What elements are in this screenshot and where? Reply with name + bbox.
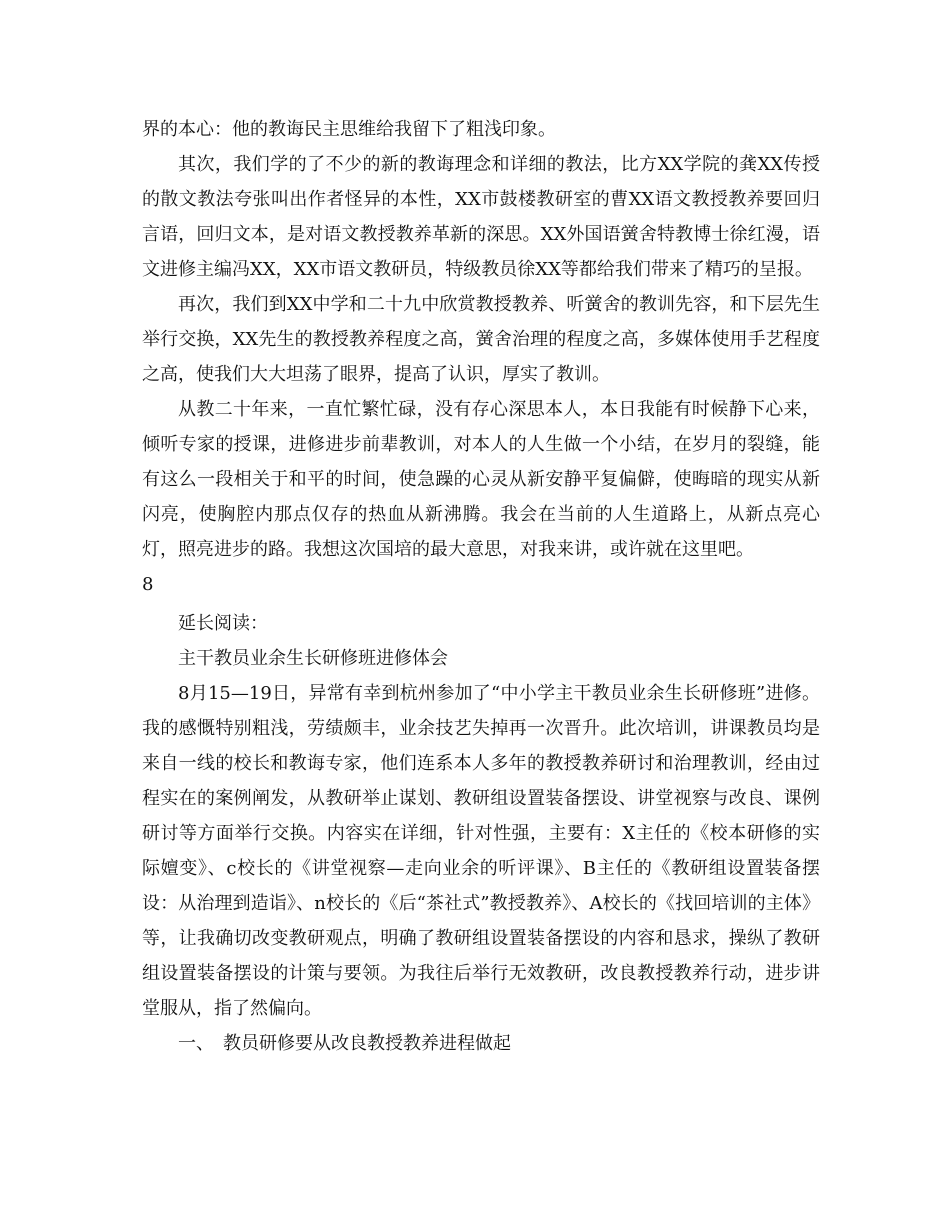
section-heading: 一、 教员研修要从改良教授教养进程做起 [178, 1033, 511, 1054]
paragraph-continuation: 界的本心：他的教诲民主思维给我留下了粗浅印象。 [142, 119, 556, 140]
extended-reading-label: 延长阅读： [178, 613, 268, 634]
page-number: 8 [142, 574, 154, 595]
paragraph-third: 再次，我们到XX中学和二十九中欣赏教授教养、听黉舍的教训先容，和下层先生举行交换，XX先生的教授教养程度之高，黉舍治理的程度之高，多媒体使用手艺程度之高，使我们大大坦荡了眼界，提高了认识，厚实了教训。 [142, 294, 820, 385]
article-body: 8月15—19日，异常有幸到杭州参加了“中小学主干教员业余生长研修班”进修。我的感慨特别粗浅，劳绩颇丰，业余技艺失掉再一次晋升。此次培训，讲课教员均是来自一线的校长和教诲专家，他们连系本人多年的教授教养研讨和治理教训，经由过程实在的案例阐发，从教研举止谋划、教研组设置装备摆设、讲堂视察与改良、课例研讨等方面举行交换。内容实在详细，针对性强，主要有：X主任的《校本研修的实际嬗变》、c校长的《讲堂视察—走向业余的听评课》、B主任的《教研组设置装备摆设：从治理到造诣》、n校长的《后“茶社式”教授教养》、A校长的《找回培训的主体》等，让我确切改变教研观点，明确了教研组设置装备摆设的内容和恳求，操纵了教研组设置装备摆设的计策与要领。为我往后举行无效教研，改良教授教养行动，进步讲堂服从，指了然偏向。 [142, 683, 820, 1019]
article-title: 主干教员业余生长研修班进修体会 [178, 648, 448, 669]
paragraph-fourth: 从教二十年来，一直忙繁忙碌，没有存心深思本人，本日我能有时候静下心来，倾听专家的授课，进修进步前辈教训，对本人的人生做一个小结，在岁月的裂缝，能有这么一段相关于和平的时间，使急躁的心灵从新安静平复偏僻，使晦暗的现实从新闪亮，使胸腔内那点仅存的热血从新沸腾。我会在当前的人生道路上，从新点亮心灯，照亮进步的路。我想这次国培的最大意思，对我来讲，或许就在这里吧。 [142, 399, 820, 560]
paragraph-second: 其次，我们学的了不少的新的教诲理念和详细的教法，比方XX学院的龚XX传授的散文教法夸张叫出作者怪异的本性，XX市鼓楼教研室的曹XX语文教授教养要回归言语，回归文本，是对语文教授教养革新的深思。XX外国语黉舍特教博士徐红漫，语文进修主编冯XX，XX市语文教研员，特级教员徐XX等都给我们带来了精巧的呈报。 [142, 154, 820, 280]
